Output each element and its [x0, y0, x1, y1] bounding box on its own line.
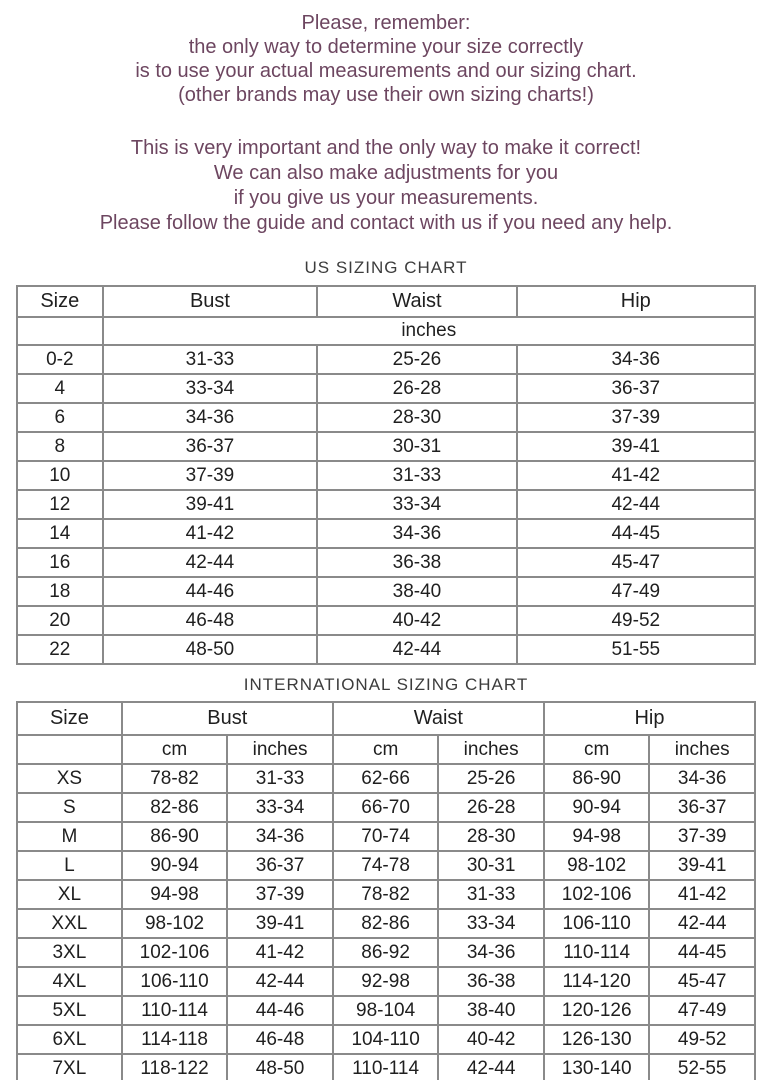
- table-cell: 82-86: [122, 793, 228, 822]
- table-cell: 4XL: [17, 967, 122, 996]
- intl-col-hip: Hip: [544, 702, 755, 735]
- intl-sizing-table: [16, 701, 756, 1080]
- table-cell: 45-47: [649, 967, 755, 996]
- intro-line: is to use your actual measurements and our sizing chart.: [135, 60, 637, 82]
- intro-line: This is very important and the only way to make it correct!: [130, 137, 642, 159]
- table-row: [17, 1054, 755, 1080]
- table-cell: 31-33: [438, 880, 544, 909]
- table-cell: 78-82: [333, 880, 439, 909]
- table-cell: 36-37: [103, 432, 318, 461]
- table-cell: 34-36: [227, 822, 333, 851]
- table-cell: 38-40: [438, 996, 544, 1025]
- table-cell: 104-110: [333, 1025, 439, 1054]
- table-cell: 34-36: [438, 938, 544, 967]
- table-cell: 31-33: [227, 764, 333, 793]
- table-cell: 86-92: [333, 938, 439, 967]
- table-cell: 28-30: [438, 822, 544, 851]
- table-cell: 8: [17, 432, 103, 461]
- table-row: [17, 577, 755, 606]
- us-col-size: Size: [17, 286, 103, 317]
- table-cell: 6XL: [17, 1025, 122, 1054]
- intro-line: Please, remember:: [301, 12, 471, 34]
- table-row: [17, 764, 755, 793]
- table-cell: 26-28: [438, 793, 544, 822]
- table-cell: 39-41: [517, 432, 755, 461]
- table-cell: 44-45: [649, 938, 755, 967]
- table-cell: XS: [17, 764, 122, 793]
- table-cell: 47-49: [649, 996, 755, 1025]
- table-row: [17, 635, 755, 664]
- empty-cell: [17, 735, 122, 764]
- table-cell: 94-98: [122, 880, 228, 909]
- table-cell: 74-78: [333, 851, 439, 880]
- table-cell: 5XL: [17, 996, 122, 1025]
- table-cell: 49-52: [517, 606, 755, 635]
- table-cell: 37-39: [517, 403, 755, 432]
- table-cell: 126-130: [544, 1025, 650, 1054]
- table-cell: S: [17, 793, 122, 822]
- table-cell: 39-41: [227, 909, 333, 938]
- table-cell: 26-28: [317, 374, 516, 403]
- table-cell: 110-114: [544, 938, 650, 967]
- table-cell: 36-37: [649, 793, 755, 822]
- intro-line: Please follow the guide and contact with us if you need any help.: [99, 212, 673, 234]
- table-row: [17, 461, 755, 490]
- table-cell: 33-34: [103, 374, 318, 403]
- table-cell: 39-41: [103, 490, 318, 519]
- intl-subcol-bust-inches: inches: [227, 735, 333, 764]
- table-cell: 41-42: [649, 880, 755, 909]
- intl-col-bust: Bust: [122, 702, 333, 735]
- table-cell: 30-31: [438, 851, 544, 880]
- intl-subcol-hip-inches: inches: [649, 735, 755, 764]
- table-cell: 42-44: [227, 967, 333, 996]
- table-cell: 106-110: [544, 909, 650, 938]
- table-row: [17, 403, 755, 432]
- table-cell: 44-45: [517, 519, 755, 548]
- table-row: [17, 967, 755, 996]
- table-cell: 30-31: [317, 432, 516, 461]
- intl-chart-title: INTERNATIONAL SIZING CHART: [243, 675, 529, 694]
- table-cell: 98-102: [122, 909, 228, 938]
- table-cell: 12: [17, 490, 103, 519]
- table-cell: 44-46: [227, 996, 333, 1025]
- table-cell: 31-33: [317, 461, 516, 490]
- table-cell: 62-66: [333, 764, 439, 793]
- table-cell: 37-39: [103, 461, 318, 490]
- table-cell: 40-42: [317, 606, 516, 635]
- table-cell: 46-48: [103, 606, 318, 635]
- table-cell: 41-42: [227, 938, 333, 967]
- table-cell: 16: [17, 548, 103, 577]
- table-cell: L: [17, 851, 122, 880]
- table-cell: 42-44: [438, 1054, 544, 1080]
- table-row: [17, 851, 755, 880]
- table-cell: 70-74: [333, 822, 439, 851]
- empty-cell: [17, 317, 103, 345]
- table-cell: 37-39: [227, 880, 333, 909]
- table-cell: 36-37: [227, 851, 333, 880]
- table-cell: 86-90: [122, 822, 228, 851]
- table-cell: 34-36: [649, 764, 755, 793]
- us-col-waist: Waist: [317, 286, 516, 317]
- table-cell: 82-86: [333, 909, 439, 938]
- us-chart-title: US SIZING CHART: [304, 258, 468, 277]
- table-cell: 39-41: [649, 851, 755, 880]
- table-cell: 40-42: [438, 1025, 544, 1054]
- table-cell: 37-39: [649, 822, 755, 851]
- table-cell: 92-98: [333, 967, 439, 996]
- table-cell: 120-126: [544, 996, 650, 1025]
- table-cell: 114-118: [122, 1025, 228, 1054]
- intro-help-block: [0, 136, 772, 236]
- intl-subheader-row: [17, 735, 755, 764]
- table-row: [17, 519, 755, 548]
- table-cell: 25-26: [317, 345, 516, 374]
- intl-subcol-waist-inches: inches: [438, 735, 544, 764]
- table-cell: 28-30: [317, 403, 516, 432]
- us-unit-row: [17, 317, 755, 345]
- intl-subcol-waist-cm: cm: [333, 735, 439, 764]
- intl-subcol-bust-cm: cm: [122, 735, 228, 764]
- table-cell: 10: [17, 461, 103, 490]
- table-cell: 42-44: [103, 548, 318, 577]
- table-cell: 42-44: [517, 490, 755, 519]
- table-cell: 20: [17, 606, 103, 635]
- table-cell: 44-46: [103, 577, 318, 606]
- table-cell: 48-50: [227, 1054, 333, 1080]
- table-row: [17, 880, 755, 909]
- intl-subcol-hip-cm: cm: [544, 735, 650, 764]
- us-header-row: [17, 286, 755, 317]
- intl-table-body: [17, 764, 755, 1080]
- table-row: [17, 490, 755, 519]
- table-cell: 48-50: [103, 635, 318, 664]
- table-cell: 78-82: [122, 764, 228, 793]
- us-col-hip: Hip: [517, 286, 755, 317]
- intro-note-block: [0, 0, 772, 107]
- table-cell: 33-34: [438, 909, 544, 938]
- table-row: [17, 1025, 755, 1054]
- intro-line: if you give us your measurements.: [233, 187, 539, 209]
- table-cell: 41-42: [517, 461, 755, 490]
- table-cell: 33-34: [317, 490, 516, 519]
- table-cell: M: [17, 822, 122, 851]
- table-cell: 102-106: [122, 938, 228, 967]
- table-row: [17, 822, 755, 851]
- us-col-bust: Bust: [103, 286, 318, 317]
- table-cell: 14: [17, 519, 103, 548]
- table-cell: 110-114: [333, 1054, 439, 1080]
- table-row: [17, 345, 755, 374]
- table-cell: 7XL: [17, 1054, 122, 1080]
- table-cell: 90-94: [122, 851, 228, 880]
- intl-header-row: [17, 702, 755, 735]
- table-cell: 47-49: [517, 577, 755, 606]
- table-cell: 0-2: [17, 345, 103, 374]
- intl-col-size: Size: [17, 702, 122, 735]
- table-cell: 42-44: [649, 909, 755, 938]
- table-cell: 36-38: [438, 967, 544, 996]
- table-row: [17, 938, 755, 967]
- table-cell: 18: [17, 577, 103, 606]
- table-cell: 94-98: [544, 822, 650, 851]
- table-row: [17, 548, 755, 577]
- table-cell: 25-26: [438, 764, 544, 793]
- table-cell: 66-70: [333, 793, 439, 822]
- table-cell: 98-104: [333, 996, 439, 1025]
- table-cell: 110-114: [122, 996, 228, 1025]
- table-cell: 38-40: [317, 577, 516, 606]
- table-cell: 102-106: [544, 880, 650, 909]
- table-cell: 36-37: [517, 374, 755, 403]
- us-sizing-table: [16, 285, 756, 665]
- table-cell: XL: [17, 880, 122, 909]
- table-cell: 42-44: [317, 635, 516, 664]
- table-cell: 3XL: [17, 938, 122, 967]
- table-cell: 4: [17, 374, 103, 403]
- table-cell: 6: [17, 403, 103, 432]
- intl-col-waist: Waist: [333, 702, 544, 735]
- table-cell: 34-36: [103, 403, 318, 432]
- table-cell: 51-55: [517, 635, 755, 664]
- table-cell: 34-36: [317, 519, 516, 548]
- table-cell: 49-52: [649, 1025, 755, 1054]
- table-cell: 45-47: [517, 548, 755, 577]
- table-cell: 118-122: [122, 1054, 228, 1080]
- table-cell: 31-33: [103, 345, 318, 374]
- table-row: [17, 606, 755, 635]
- table-row: [17, 374, 755, 403]
- intro-line: We can also make adjustments for you: [213, 162, 559, 184]
- table-cell: 33-34: [227, 793, 333, 822]
- us-unit-label: inches: [103, 317, 755, 345]
- table-cell: 34-36: [517, 345, 755, 374]
- table-cell: 98-102: [544, 851, 650, 880]
- table-row: [17, 793, 755, 822]
- table-cell: 130-140: [544, 1054, 650, 1080]
- intro-line: the only way to determine your size correctly: [188, 36, 584, 58]
- table-row: [17, 432, 755, 461]
- table-cell: 52-55: [649, 1054, 755, 1080]
- table-cell: XXL: [17, 909, 122, 938]
- table-row: [17, 909, 755, 938]
- us-table-body: [17, 317, 755, 664]
- table-row: [17, 996, 755, 1025]
- table-cell: 86-90: [544, 764, 650, 793]
- table-cell: 46-48: [227, 1025, 333, 1054]
- table-cell: 36-38: [317, 548, 516, 577]
- table-cell: 106-110: [122, 967, 228, 996]
- intro-line: (other brands may use their own sizing charts!): [178, 84, 594, 106]
- table-cell: 114-120: [544, 967, 650, 996]
- table-cell: 90-94: [544, 793, 650, 822]
- table-cell: 41-42: [103, 519, 318, 548]
- table-cell: 22: [17, 635, 103, 664]
